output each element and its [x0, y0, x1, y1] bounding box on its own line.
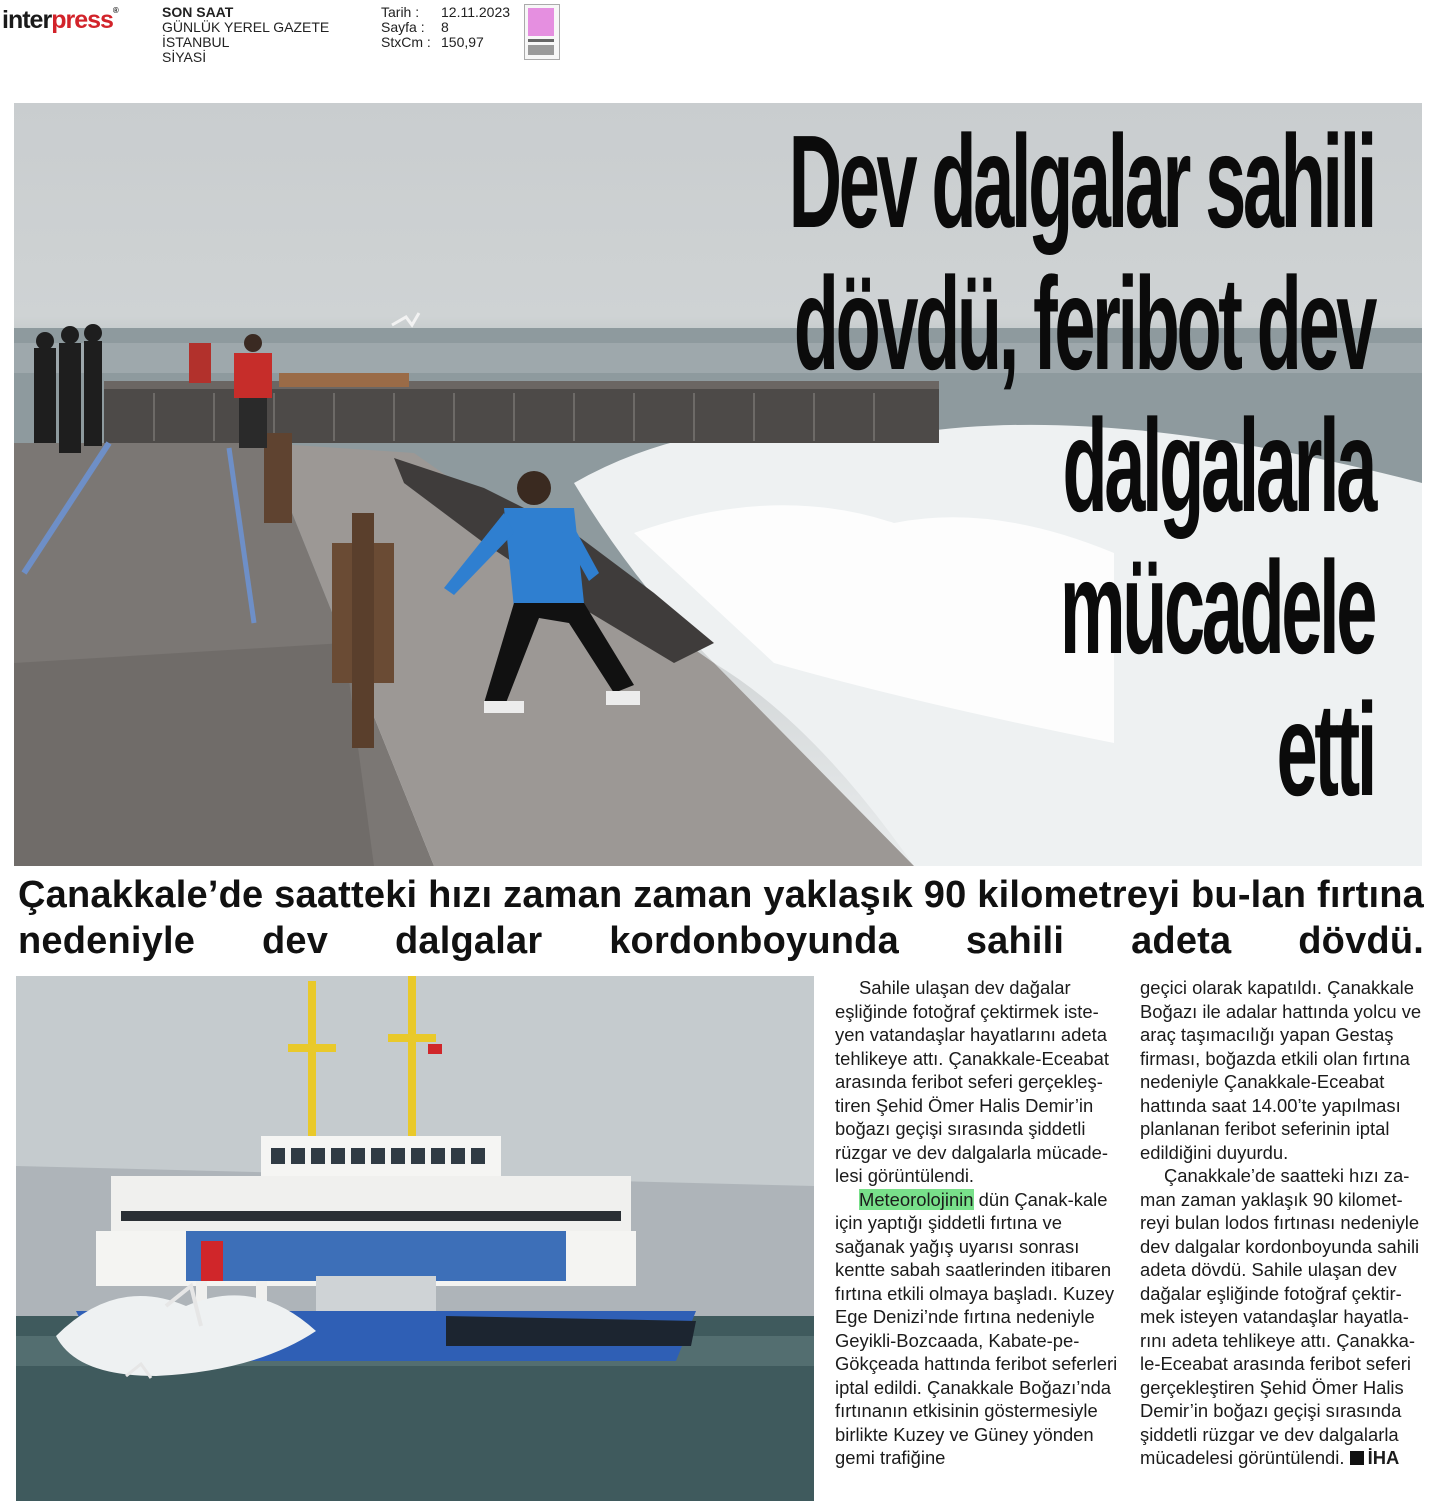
meta-size	[381, 35, 510, 50]
turkish-flag	[428, 1044, 442, 1054]
paragraph-2-text: dün Çanak-kale için yaptığı şiddetli fırtına ve sağanak yağış uyarısı sonrası kentte sabah saatlerinden itibaren fırtına etkili olmaya başladı. Kuzey Ege Denizi’nde fırtına nedeniyle Geyikli-Bozcaada, Kabate-pe-Gökçeada hattında feribot seferleri iptal edildi. Çanakkale Boğazı’nda fırtınanın etkisinin göstermesiyle birlikte Kuzey ve Güney yönden gemi trafiğine	[835, 1188, 1118, 1468]
headline: Dev dalgalar sahili dövdü, feribot dev dalgalarla mücadele etti	[788, 108, 1374, 823]
thumbnail-line	[528, 39, 554, 42]
page-thumbnail[interactable]	[524, 4, 560, 60]
clipping-meta	[381, 5, 510, 50]
person-red-jacket	[234, 353, 272, 398]
square-bullet-icon	[1350, 1451, 1364, 1465]
publication-city: İSTANBUL	[162, 34, 230, 50]
bollard-far	[264, 433, 292, 523]
logo-mark: ®	[112, 6, 118, 15]
ferry-mast-right	[408, 976, 416, 1151]
page-label: Sayfa :	[381, 19, 425, 35]
paragraph-1: Sahile ulaşan dev dağalar eşliğinde fotoğraf çektirmek iste-yen vatandaşlar hayatlarını adeta tehlikeye attı. Çanakkale-Eceabat arasında feribot seferi gerçekleş-tiren Şehid Ömer Halis Demir’in boğazı geçişi sırasında şiddetli rüzgar ve dev dalgalarla mücade-lesi görüntülendi.	[835, 977, 1109, 1186]
thumbnail-highlight	[528, 8, 554, 36]
logo-accent: press	[51, 6, 113, 34]
paragraph-4-text: Çanakkale’de saatteki hızı za-man zaman yaklaşık 90 kilomet-reyi bulan lodos fırtınası nedeniyle dev dalgalar kordonboyunda sahili adeta dövdü. Sahile ulaşan dev dağalar eşliğinde fotoğraf çektir-mek isteyen vatandaşlar hayatla-rını adeta tehlikeye attı. Çanakka-le-Eceabat arasında feribot seferi gerçekleştiren Şehid Ömer Halis Demir’in boğazı geçişi sırasında şiddetli rüzgar ve dev dalgalarla mücadelesi görüntülendi.	[1140, 1165, 1420, 1468]
publication-info	[162, 5, 329, 65]
agency-signature	[1350, 1447, 1400, 1468]
meta-date	[381, 5, 510, 20]
paragraph-2	[835, 1188, 1125, 1470]
date-label: Tarih :	[381, 4, 420, 20]
meta-page	[381, 20, 510, 35]
article-column-2	[1140, 976, 1430, 1470]
publication-type: GÜNLÜK YEREL GAZETE	[162, 19, 330, 35]
highlighted-term: Meteorolojinin	[859, 1188, 974, 1210]
size-value: 150,97	[441, 34, 484, 50]
publication-name: SON SAAT	[162, 4, 234, 20]
article-column-1	[835, 976, 1125, 1470]
subheadline: Çanakkale’de saatteki hızı zaman zaman yaklaşık 90 kilometreyi bu-lan fırtına nedeniyle dev dalgalar kordonboyunda sahili adeta dövdü.	[18, 874, 1424, 962]
agency-name: İHA	[1367, 1447, 1400, 1468]
logo-main: inter	[2, 6, 52, 34]
hero-photo	[14, 103, 1422, 866]
paragraph-4	[1140, 1164, 1430, 1470]
thumbnail-image	[528, 45, 554, 55]
publication-section: SİYASİ	[162, 49, 207, 65]
interpress-logo	[2, 6, 118, 35]
spectators	[34, 324, 102, 453]
date-value: 12.11.2023	[441, 4, 511, 20]
clipping-header	[0, 0, 1442, 70]
ferry-photo	[16, 976, 814, 1501]
ferry-mast-left	[308, 981, 316, 1146]
ferry-photo-illustration	[16, 976, 814, 1501]
ferry-upper-deck	[111, 1176, 631, 1231]
page-value: 8	[441, 19, 449, 35]
seagull	[392, 313, 419, 325]
paragraph-3: geçici olarak kapatıldı. Çanakkale Boğazı ile adalar hattında yolcu ve araç taşımacılığı yapan Gestaş firması, boğazda etkili olan fırtına nedeniyle Çanakkale-Eceabat hattında saat 14.00’te yapılması planlanan feribot seferinin iptal edildiğini duyurdu.	[1140, 977, 1422, 1163]
size-label: StxCm :	[381, 34, 431, 50]
